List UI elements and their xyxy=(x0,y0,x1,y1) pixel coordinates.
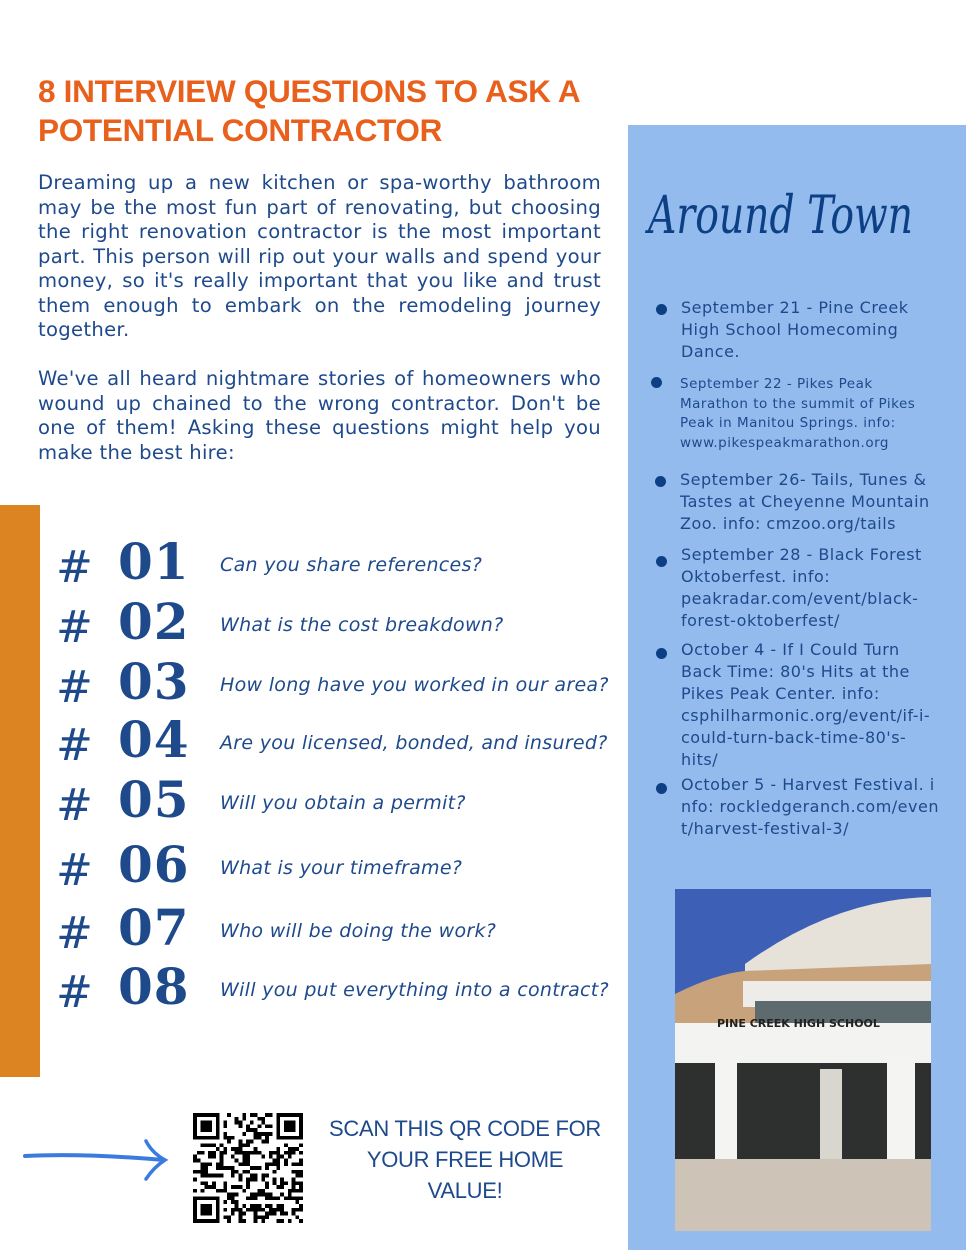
intro-paragraph-2: We've all heard nightmare stories of homeowners who wound up chained to the wrong contractor. Don't be one of them! Asking these questions might help you make the best hire: xyxy=(38,367,601,464)
question-item xyxy=(56,835,616,903)
cta-line: SCAN THIS QR CODE FOR xyxy=(329,1116,601,1141)
hash-icon: # xyxy=(56,602,93,653)
event-item xyxy=(681,639,933,771)
accent-bar xyxy=(0,505,40,1077)
question-number: 02 xyxy=(118,592,190,651)
bullet-icon xyxy=(651,377,662,388)
question-text: What is your timeframe? xyxy=(220,857,463,879)
intro-paragraph-1: Dreaming up a new kitchen or spa-worthy bathroom may be the most fun part of renovating, but choosing the right renovation contractor is the most important part. This person will rip out your walls and spend your money, so it's really important that you like and trust them enough to embark on the remodeling journey together. xyxy=(38,171,601,341)
qr-call-to-action xyxy=(325,1113,605,1206)
arrow-icon xyxy=(22,1135,172,1185)
bullet-icon xyxy=(656,556,667,567)
event-text: September 26- Tails, Tunes & Tastes at Cheyenne Mountain Zoo. info: cmzoo.org/tails xyxy=(680,470,930,533)
around-town-heading xyxy=(644,155,948,265)
hash-icon: # xyxy=(56,908,93,959)
hash-icon: # xyxy=(56,542,93,593)
bullet-icon xyxy=(656,783,667,794)
event-text: September 28 - Black Forest Oktoberfest. info: peakradar.com/event/black-forest-oktoberfest/ xyxy=(681,545,922,630)
bullet-icon xyxy=(655,476,666,487)
qr-code[interactable] xyxy=(193,1113,303,1223)
around-town-heading-text: Around Town xyxy=(644,186,913,246)
question-text: What is the cost breakdown? xyxy=(220,614,504,636)
question-text: Will you obtain a permit? xyxy=(220,792,466,814)
question-item xyxy=(56,957,616,1025)
event-text: September 21 - Pine Creek High School Homecoming Dance. xyxy=(681,298,909,361)
cta-line: VALUE! xyxy=(427,1178,503,1203)
school-photo xyxy=(675,889,931,1231)
question-number: 04 xyxy=(118,710,190,769)
question-number: 08 xyxy=(118,957,190,1016)
question-number: 03 xyxy=(118,652,190,711)
question-item xyxy=(56,532,616,600)
event-item xyxy=(680,469,940,535)
hash-icon: # xyxy=(56,845,93,896)
question-text: Can you share references? xyxy=(220,554,483,576)
question-text: How long have you worked in our area? xyxy=(220,674,609,696)
question-item xyxy=(56,770,616,838)
event-text: October 4 - If I Could Turn Back Time: 80's Hits at the Pikes Peak Center. info: csphilharmonic.org/event/if-i-could-turn-back-time-80's-hits/ xyxy=(681,640,931,769)
hash-icon: # xyxy=(56,662,93,713)
question-text: Are you licensed, bonded, and insured? xyxy=(220,732,608,754)
page-title: 8 INTERVIEW QUESTIONS TO ASK A POTENTIAL CONTRACTOR xyxy=(38,73,580,148)
question-number: 06 xyxy=(118,835,190,894)
question-number: 05 xyxy=(118,770,190,829)
event-item xyxy=(681,544,931,632)
hash-icon: # xyxy=(56,967,93,1018)
question-text: Will you put everything into a contract? xyxy=(220,979,609,1001)
cta-line: YOUR FREE HOME xyxy=(366,1147,564,1172)
hash-icon: # xyxy=(56,720,93,771)
hash-icon: # xyxy=(56,780,93,831)
school-sign: PINE CREEK HIGH SCHOOL xyxy=(717,1017,880,1030)
question-item xyxy=(56,592,616,660)
event-text: September 22 - Pikes Peak Marathon to the summit of Pikes Peak in Manitou Springs. info: www.pikespeakmarathon.org xyxy=(680,376,916,451)
question-number: 07 xyxy=(118,898,190,957)
bullet-icon xyxy=(656,648,667,659)
event-text: October 5 - Harvest Festival. info: rockledgeranch.com/event/harvest-festival-3/ xyxy=(681,775,939,838)
question-item xyxy=(56,710,616,778)
bullet-icon xyxy=(656,304,667,315)
around-town-sidebar xyxy=(628,125,966,1250)
event-item xyxy=(681,774,941,840)
event-item xyxy=(681,297,951,363)
question-text: Who will be doing the work? xyxy=(220,920,497,942)
event-item xyxy=(680,375,925,453)
question-number: 01 xyxy=(118,532,190,591)
